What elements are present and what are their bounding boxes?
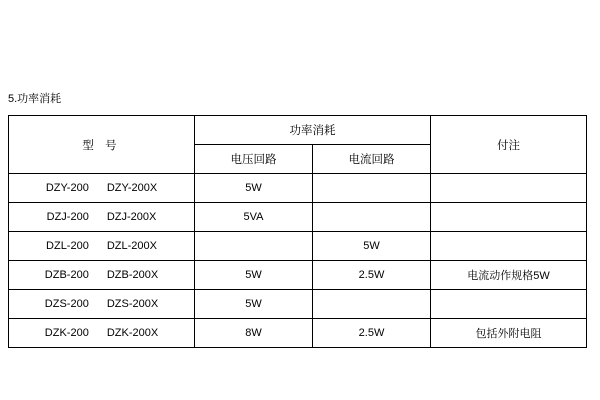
header-voltage-circuit: 电压回路: [195, 145, 313, 174]
cell-current: 5W: [313, 232, 431, 261]
cell-model: [9, 203, 195, 232]
cell-current: [313, 174, 431, 203]
power-consumption-table: [8, 115, 587, 348]
cell-note: 包括外附电阻: [431, 319, 587, 348]
table-row: [9, 232, 587, 261]
table-body: [9, 174, 587, 348]
table-head: [9, 116, 587, 174]
table-header-row-1: [9, 116, 587, 145]
cell-model-a: DZJ-200: [46, 211, 89, 223]
header-current-circuit: 电流回路: [313, 145, 431, 174]
cell-model-a: DZY-200: [45, 182, 89, 194]
section-title: 5.功率消耗: [8, 93, 62, 105]
cell-voltage: 8W: [195, 319, 313, 348]
table-row: [9, 174, 587, 203]
cell-note: [431, 203, 587, 232]
header-model: 型 号: [9, 116, 195, 174]
cell-voltage: 5W: [195, 261, 313, 290]
power-consumption-table-container: [8, 115, 586, 348]
cell-model-b: DZB-200X: [106, 269, 159, 281]
header-power-consumption: 功率消耗: [195, 116, 431, 145]
cell-model-b: DZJ-200X: [106, 211, 157, 223]
cell-note: [431, 232, 587, 261]
cell-current: 2.5W: [313, 261, 431, 290]
cell-voltage: 5VA: [195, 203, 313, 232]
cell-model: [9, 174, 195, 203]
table-row: [9, 203, 587, 232]
table-row: [9, 290, 587, 319]
header-note: 付注: [431, 116, 587, 174]
cell-model-b: DZK-200X: [106, 327, 159, 339]
cell-voltage: 5W: [195, 174, 313, 203]
cell-model-b: DZS-200X: [106, 298, 159, 310]
cell-model-a: DZK-200: [44, 327, 89, 339]
cell-model-a: DZL-200: [46, 240, 89, 252]
cell-current: [313, 203, 431, 232]
cell-model: [9, 261, 195, 290]
table-row: [9, 319, 587, 348]
cell-current: [313, 290, 431, 319]
cell-model-a: DZS-200: [44, 298, 89, 310]
cell-model: [9, 319, 195, 348]
cell-note: 电流动作规格5W: [431, 261, 587, 290]
cell-current: 2.5W: [313, 319, 431, 348]
cell-model-a: DZB-200: [44, 269, 89, 281]
cell-model-b: DZY-200X: [106, 182, 158, 194]
cell-voltage: [195, 232, 313, 261]
cell-note: [431, 290, 587, 319]
cell-model: [9, 290, 195, 319]
cell-model: [9, 232, 195, 261]
cell-voltage: 5W: [195, 290, 313, 319]
cell-note: [431, 174, 587, 203]
table-row: [9, 261, 587, 290]
cell-model-b: DZL-200X: [106, 240, 157, 252]
